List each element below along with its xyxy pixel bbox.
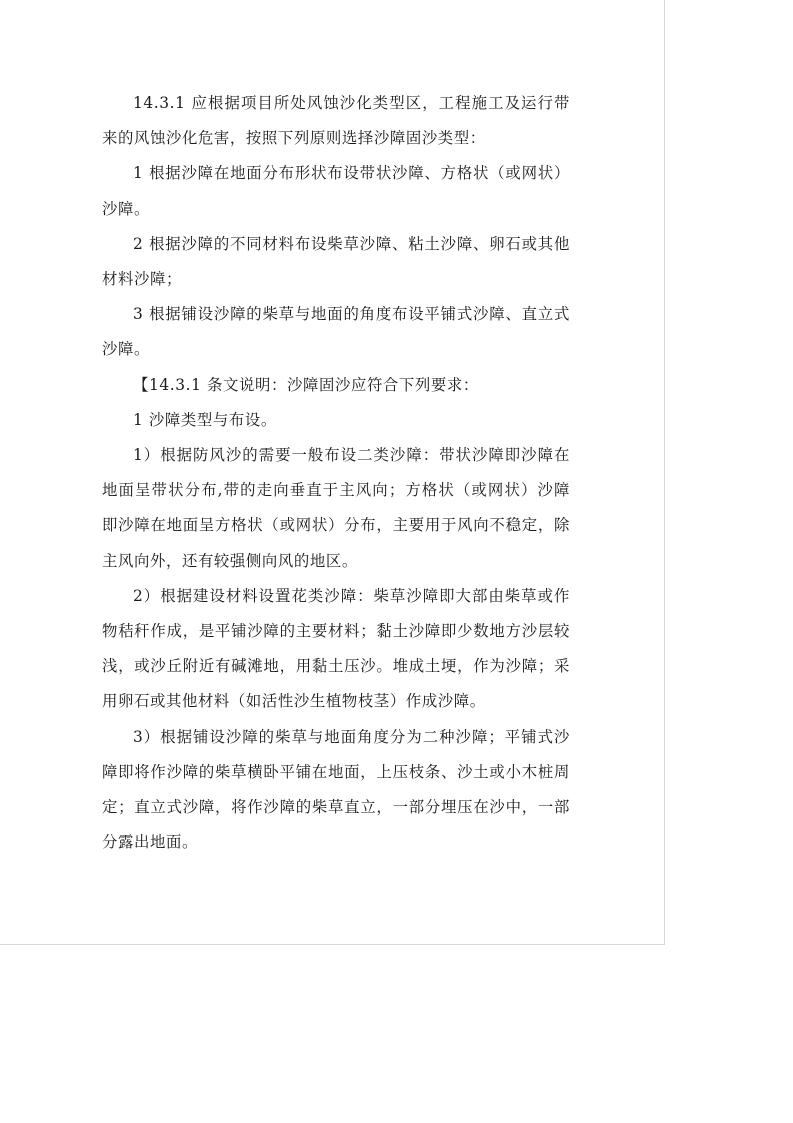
explanation-sub-2: 2）根据建设材料设置花类沙障：柴草沙障即大部由柴草或作物秸秆作成，是平铺沙障的主要材料；黏土沙障即少数地方沙层较浅，或沙丘附近有碱滩地，用黏土压沙。堆成土埂，作为沙障；采用卵石或其他材料（如活性沙生植物枝茎）作成沙障。	[102, 586, 570, 711]
explanation-sub-1: 1）根据防风沙的需要一般布设二类沙障：带状沙障即沙障在地面呈带状分布,带的走向垂直于主风向；方格状（或网状）沙障即沙障在地面呈方格状（或网状）分布，主要用于风向不稳定，除主风向外，还有较强侧向风的地区。	[102, 446, 570, 570]
explanation-sub-3: 3）根据铺设沙障的柴草与地面角度分为二种沙障；平铺式沙障即将作沙障的柴草横卧平铺在地面，上压枝条、沙土或小木桩周定；直立式沙障，将作沙障的柴草直立，一部分埋压在沙中，一部分露出地面。	[102, 727, 570, 852]
item-2-material: 2 根据沙障的不同材料布设柴草沙障、粘土沙障、卵石或其他材料沙障；	[102, 234, 570, 289]
explanation-item-1: 1 沙障类型与布设。	[133, 410, 277, 429]
item-1-distribution-shape: 1 根据沙障在地面分布形状布设带状沙障、方格状（或网状）沙障。	[102, 164, 570, 218]
clause-explanation-heading: 【14.3.1 条文说明：沙障固沙应符合下列要求：	[133, 375, 479, 394]
clause-14-3-1: 14.3.1 应根据项目所处风蚀沙化类型区，工程施工及运行带来的风蚀沙化危害，按照下列原则选择沙障固沙类型：	[102, 94, 570, 148]
item-3-laying-angle: 3 根据铺设沙障的柴草与地面的角度布设平铺式沙障、直立式沙障。	[102, 305, 570, 359]
document-body	[102, 86, 570, 860]
